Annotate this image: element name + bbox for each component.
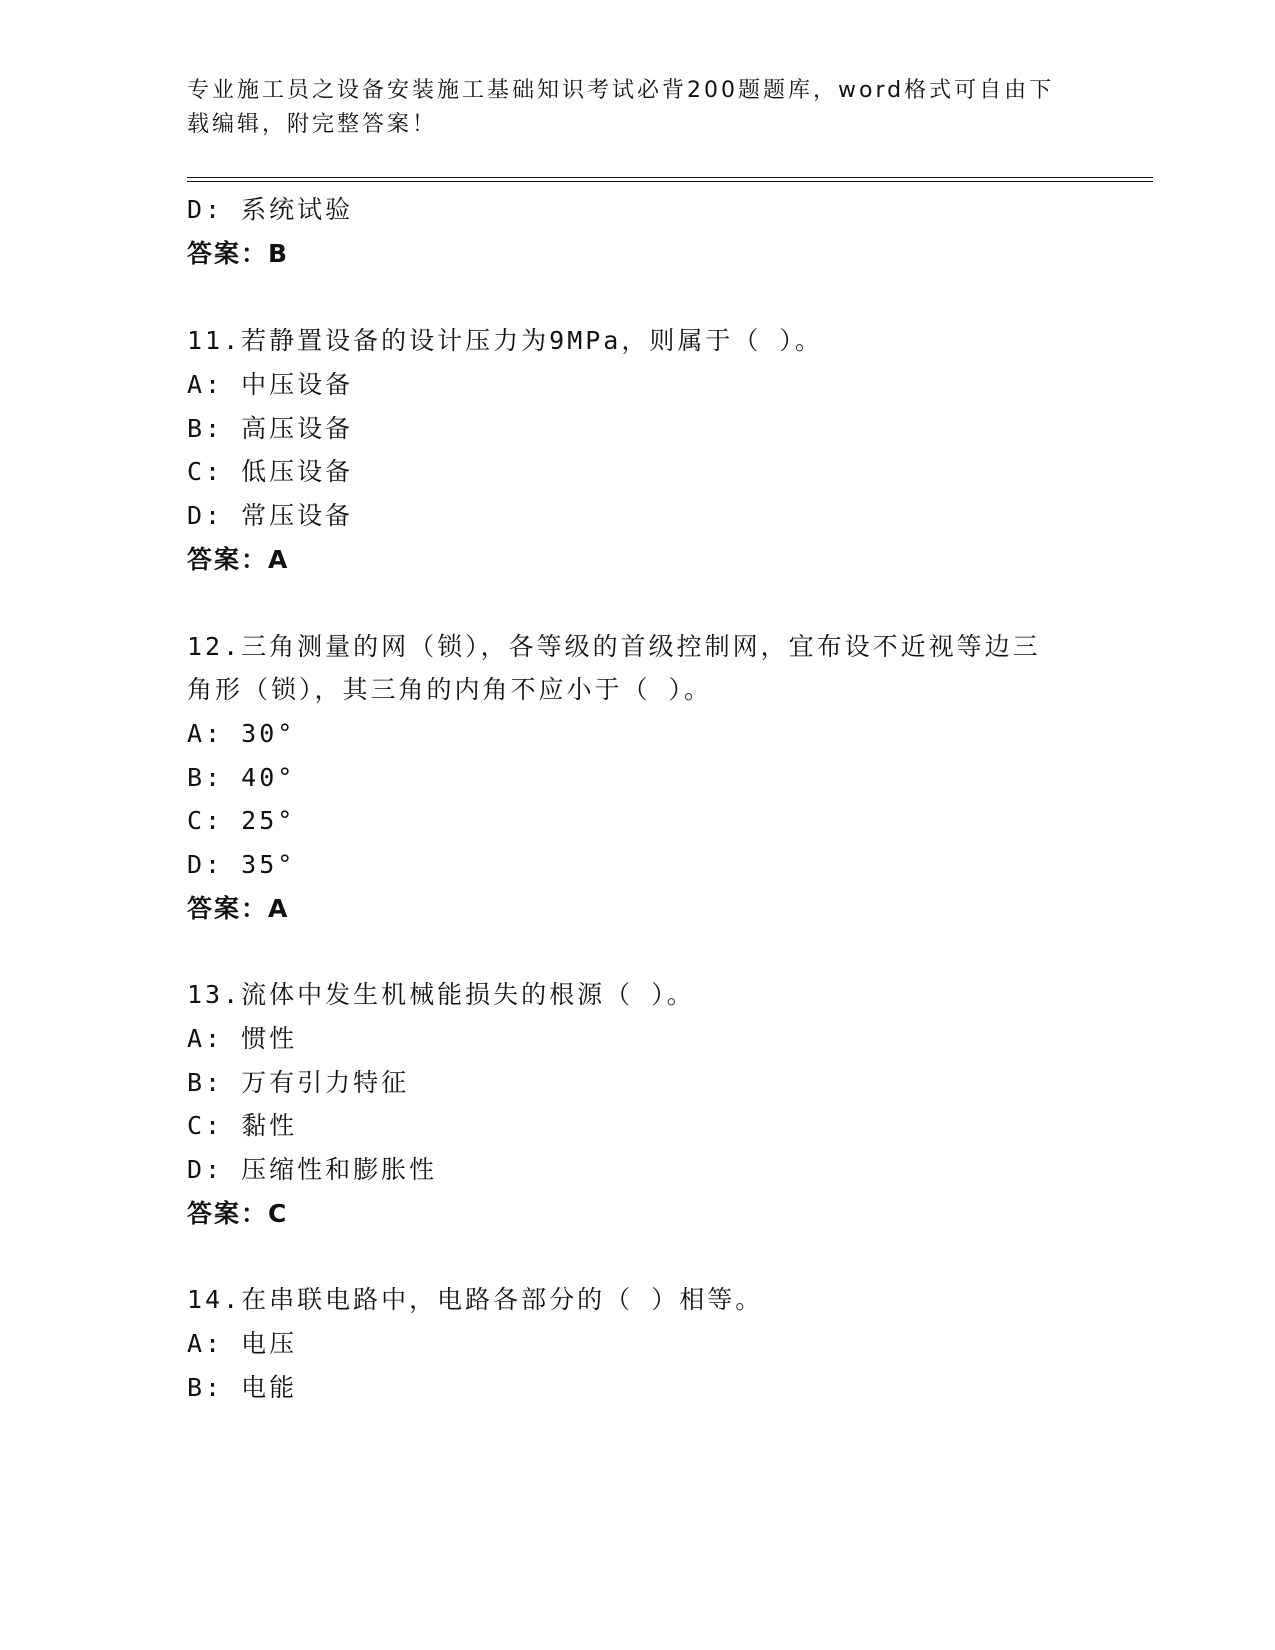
q12-option-a: A: 30°: [187, 719, 296, 748]
q11-option-c: C: 低压设备: [187, 457, 354, 486]
q11-option-b: B: 高压设备: [187, 414, 354, 443]
prev-option-d: D: 系统试验: [187, 195, 354, 224]
q12-option-c: C: 25°: [187, 806, 296, 835]
q13-option-a: A: 惯性: [187, 1024, 298, 1053]
q13-option-c: C: 黏性: [187, 1111, 298, 1140]
q13-option-d: D: 压缩性和膨胀性: [187, 1155, 438, 1184]
q14-option-a: A: 电压: [187, 1329, 298, 1358]
q12-answer: 答案：A: [187, 894, 290, 923]
q13-answer: 答案：C: [187, 1199, 289, 1228]
q13-question: 13.流体中发生机械能损失的根源（ ）。: [187, 980, 695, 1009]
q12-option-d: D: 35°: [187, 850, 296, 879]
q13-option-b: B: 万有引力特征: [187, 1068, 410, 1097]
document-header-title: 专业施工员之设备安装施工基础知识考试必背200题题库，word格式可自由下载编辑，附完整答案！: [187, 78, 1055, 137]
header-rule-bottom: [187, 181, 1153, 182]
q12-question-line1: 12.三角测量的网（锁），各等级的首级控制网，宜布设不近视等边三: [187, 632, 1041, 661]
q11-question: 11.若静置设备的设计压力为9MPa，则属于（ ）。: [187, 326, 823, 355]
prev-answer: 答案：B: [187, 239, 290, 268]
q14-option-b: B: 电能: [187, 1373, 298, 1402]
q14-question: 14.在串联电路中，电路各部分的（ ）相等。: [187, 1285, 764, 1314]
q11-answer: 答案：A: [187, 545, 290, 574]
q12-question-line2: 角形（锁），其三角的内角不应小于（ ）。: [187, 675, 713, 704]
q11-option-a: A: 中压设备: [187, 370, 354, 399]
q12-option-b: B: 40°: [187, 763, 296, 792]
header-rule-top: [187, 177, 1153, 178]
q11-option-d: D: 常压设备: [187, 501, 354, 530]
